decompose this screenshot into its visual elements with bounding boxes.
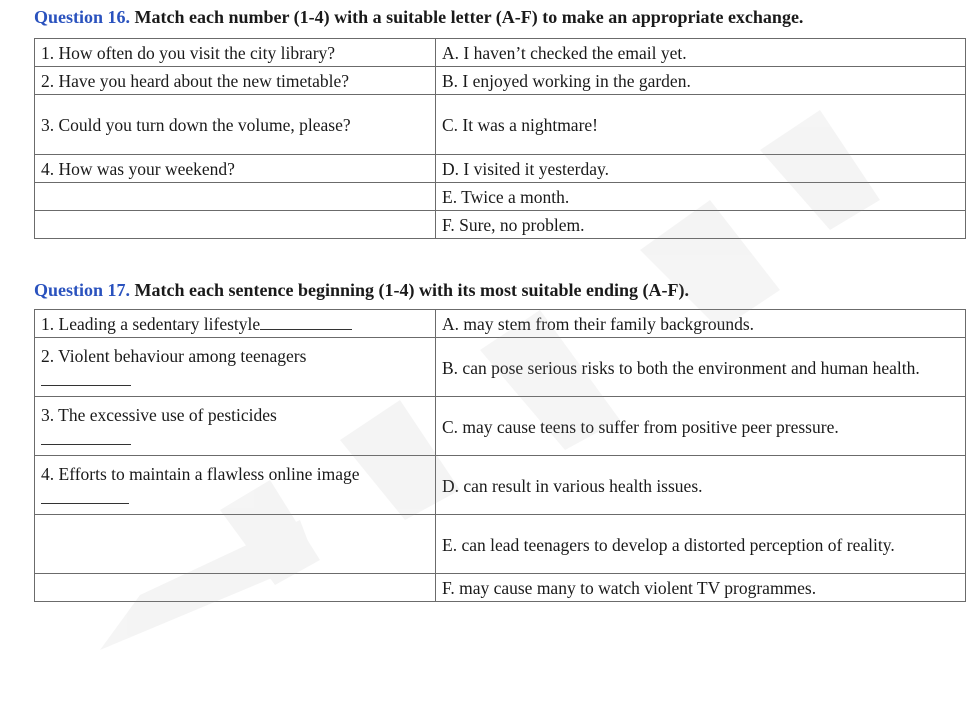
question-17-heading bbox=[34, 279, 689, 301]
q17-item-4-cell bbox=[35, 456, 436, 515]
q17-option-a: A. may stem from their family backgrounds. bbox=[436, 310, 966, 338]
table-row bbox=[35, 211, 966, 239]
q17-item-1: 1. Leading a sedentary lifestyle bbox=[41, 314, 261, 334]
q16-item-2: 2. Have you heard about the new timetable? bbox=[35, 67, 436, 95]
q17-option-b: B. can pose serious risks to both the environment and human health. bbox=[436, 338, 966, 397]
question-16-heading bbox=[34, 6, 803, 28]
q17-empty-cell bbox=[35, 574, 436, 602]
table-row bbox=[35, 574, 966, 602]
q17-option-c: C. may cause teens to suffer from positive peer pressure. bbox=[436, 397, 966, 456]
q16-option-f: F. Sure, no problem. bbox=[436, 211, 966, 239]
answer-blank bbox=[260, 314, 352, 330]
q16-item-3: 3. Could you turn down the volume, please? bbox=[35, 95, 436, 155]
table-row bbox=[35, 515, 966, 574]
question-17-table bbox=[34, 309, 966, 602]
answer-blank bbox=[41, 429, 131, 445]
question-16-instruction: Match each number (1-4) with a suitable letter (A-F) to make an appropriate exchange. bbox=[134, 7, 804, 27]
q17-option-d: D. can result in various health issues. bbox=[436, 456, 966, 515]
q17-option-e: E. can lead teenagers to develop a distorted perception of reality. bbox=[436, 515, 966, 574]
q17-item-1-cell bbox=[35, 310, 436, 338]
table-row bbox=[35, 39, 966, 67]
q16-option-d: D. I visited it yesterday. bbox=[436, 155, 966, 183]
table-row bbox=[35, 95, 966, 155]
question-17-number: Question 17. bbox=[34, 280, 131, 300]
question-17-instruction: Match each sentence beginning (1-4) with its most suitable ending (A-F). bbox=[134, 280, 689, 300]
q16-option-a: A. I haven’t checked the email yet. bbox=[436, 39, 966, 67]
q17-item-2-cell bbox=[35, 338, 436, 397]
table-row bbox=[35, 155, 966, 183]
q16-option-e: E. Twice a month. bbox=[436, 183, 966, 211]
q16-option-b: B. I enjoyed working in the garden. bbox=[436, 67, 966, 95]
question-16-table bbox=[34, 38, 966, 239]
table-row bbox=[35, 397, 966, 456]
q16-item-4: 4. How was your weekend? bbox=[35, 155, 436, 183]
table-row bbox=[35, 183, 966, 211]
q16-item-1: 1. How often do you visit the city library? bbox=[35, 39, 436, 67]
q16-empty-cell bbox=[35, 183, 436, 211]
answer-blank bbox=[41, 370, 131, 386]
q17-item-2: 2. Violent behaviour among teenagers bbox=[41, 345, 307, 366]
q17-empty-cell bbox=[35, 515, 436, 574]
q17-item-3-cell bbox=[35, 397, 436, 456]
q16-empty-cell bbox=[35, 211, 436, 239]
q17-item-3: 3. The excessive use of pesticides bbox=[41, 404, 277, 425]
q16-option-c: C. It was a nightmare! bbox=[436, 95, 966, 155]
question-16-number: Question 16. bbox=[34, 7, 131, 27]
q17-item-4: 4. Efforts to maintain a flawless online image bbox=[41, 463, 360, 484]
table-row bbox=[35, 456, 966, 515]
table-row bbox=[35, 67, 966, 95]
table-row bbox=[35, 338, 966, 397]
q17-option-f: F. may cause many to watch violent TV programmes. bbox=[436, 574, 966, 602]
table-row bbox=[35, 310, 966, 338]
answer-blank bbox=[41, 488, 129, 504]
